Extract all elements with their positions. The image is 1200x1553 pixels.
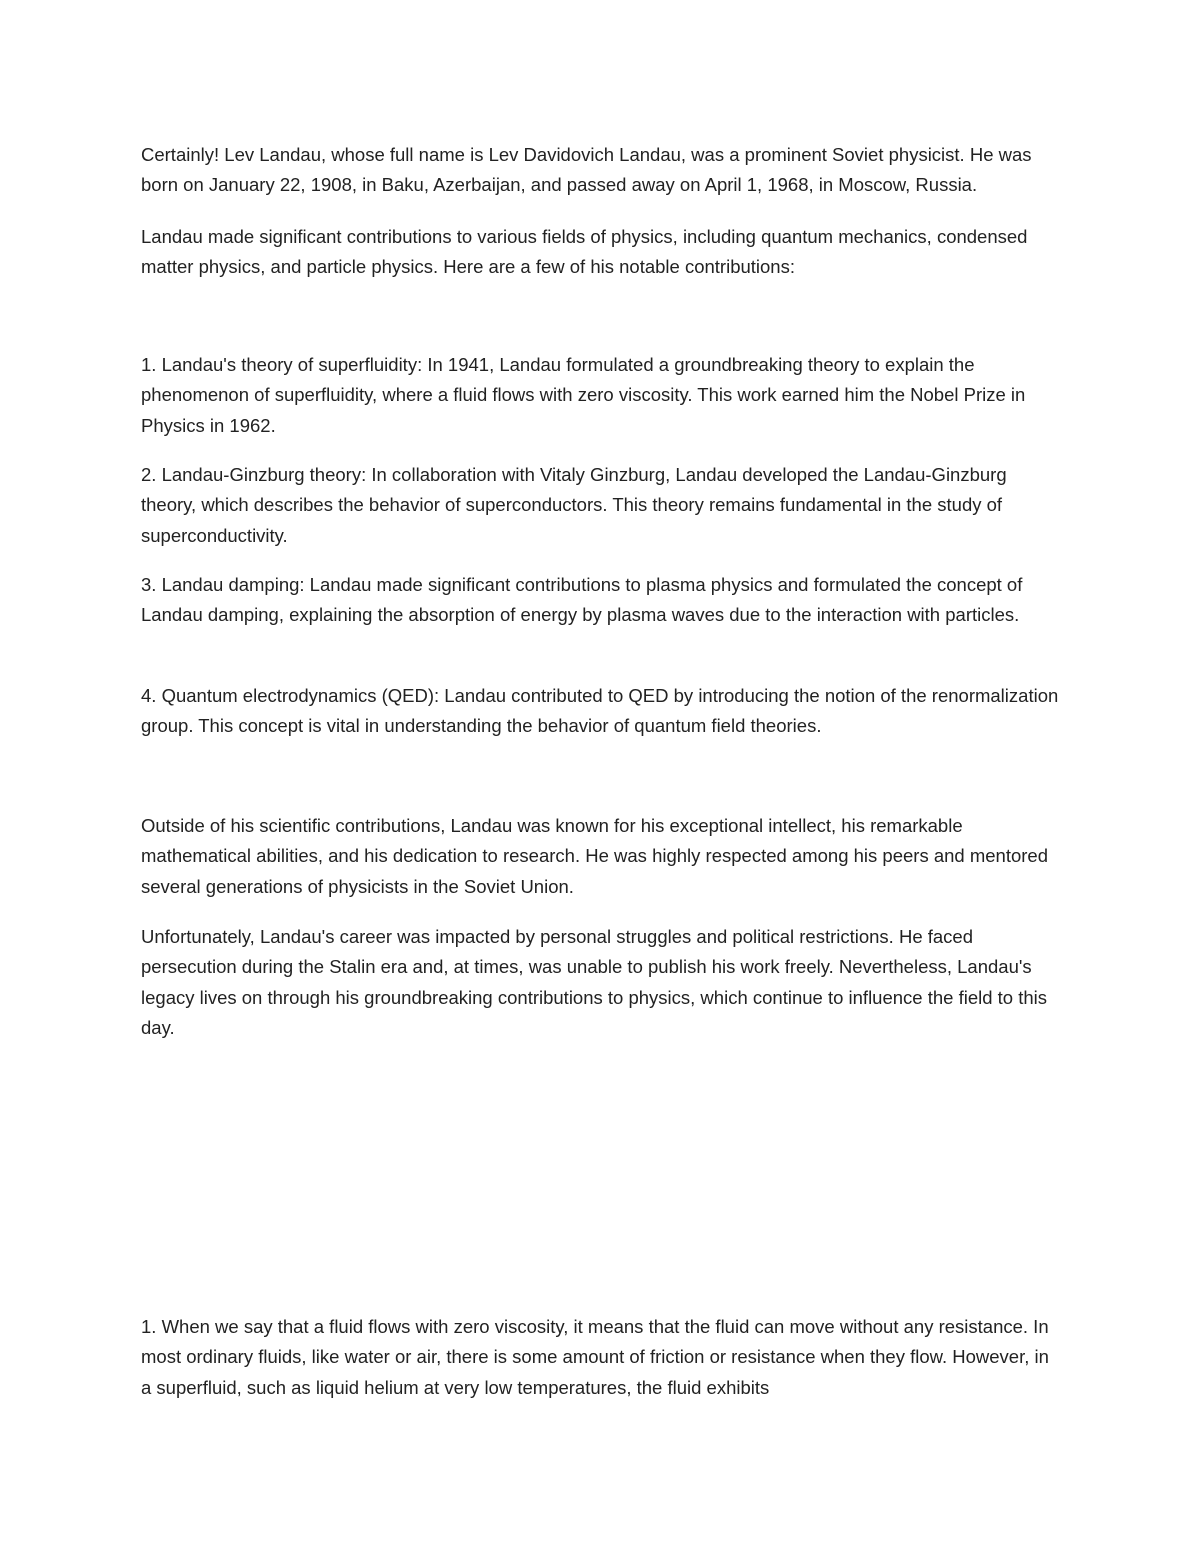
paragraph-zero-viscosity: 1. When we say that a fluid flows with zero viscosity, it means that the fluid can move without any resistance. In most ordinary fluids, like water or air, there is some amount of friction or resistance when they flow. However, in a superfluid, such as liquid helium at very low temperatures, the fluid exhibits <box>141 1316 1049 1398</box>
paragraph-intro: Certainly! Lev Landau, whose full name is Lev Davidovich Landau, was a prominent Soviet physicist. He was born on January 22, 1908, in Baku, Azerbaijan, and passed away on April 1, 1968, in Moscow, Russia. <box>141 144 1032 196</box>
paragraph-contributions-overview: Landau made significant contributions to various fields of physics, including quantum mechanics, condensed matter physics, and particle physics. Here are a few of his notable contributions: <box>141 226 1028 278</box>
list-item-landau-damping: 3. Landau damping: Landau made significant contributions to plasma physics and formulated the concept of Landau damping, explaining the absorption of energy by plasma waves due to the interaction with particles. <box>141 574 1023 626</box>
list-item-landau-ginzburg: 2. Landau-Ginzburg theory: In collaboration with Vitaly Ginzburg, Landau developed the Landau-Ginzburg theory, which describes the behavior of superconductors. This theory remains fundamental in the study of superconductivity. <box>141 464 1007 546</box>
list-item-superfluidity: 1. Landau's theory of superfluidity: In 1941, Landau formulated a groundbreaking theory to explain the phenomenon of superfluidity, where a fluid flows with zero viscosity. This work earned him the Nobel Prize in Physics in 1962. <box>141 354 1026 436</box>
paragraph-struggles: Unfortunately, Landau's career was impacted by personal struggles and political restrictions. He faced persecution during the Stalin era and, at times, was unable to publish his work freely. Nevertheless, Landau's legacy lives on through his groundbreaking contributions to physics, which continue to influence the field to this day. <box>141 926 1048 1039</box>
list-item-qed: 4. Quantum electrodynamics (QED): Landau contributed to QED by introducing the notion of the renormalization group. This concept is vital in understanding the behavior of quantum field theories. <box>141 685 1059 737</box>
paragraph-intellect: Outside of his scientific contributions, Landau was known for his exceptional intellect, his remarkable mathematical abilities, and his dedication to research. He was highly respected among his peers and mentored several generations of physicists in the Soviet Union. <box>141 815 1048 897</box>
